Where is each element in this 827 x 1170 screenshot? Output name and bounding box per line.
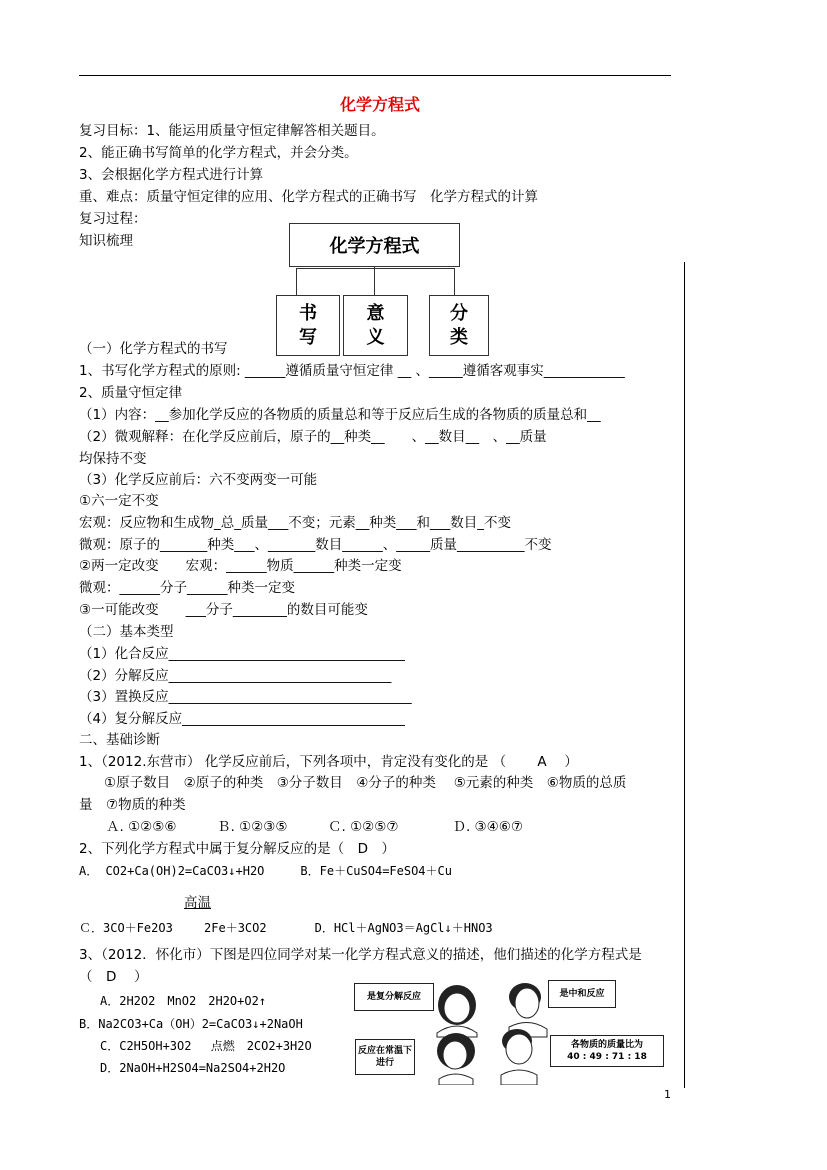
text-line: （2）微观解释：在化学反应前后，原子的__种类__ 、__数目__ 、__质量 <box>79 429 547 445</box>
text-line: ③一可能改变 ___分子________的数目可能变 <box>79 602 368 618</box>
section-heading: （二）基本类型 <box>79 624 174 640</box>
speech-bubble: 是中和反应 <box>548 980 616 1008</box>
text-line: 均保持不变 <box>79 451 147 467</box>
diagram-child-label: 意义 <box>366 302 385 348</box>
question-3-option-c: C．C2H5OH+3O2 点燃 2CO2+3H2O <box>100 1039 312 1053</box>
section-heading: 二、基础诊断 <box>79 732 160 748</box>
speech-bubble: 是复分解反应 <box>354 983 434 1011</box>
diagram-connector <box>374 268 375 295</box>
text-line: 1、书写化学方程式的原则: ______遵循质量守恒定律 __ 、_____遵循客观事实____________ <box>79 363 625 379</box>
diagram-root: 化学方程式 <box>289 223 460 267</box>
review-goal-1: 复习目标：1、能运用质量守恒定律解答相关题目。 <box>79 123 385 139</box>
diagram-child-label: 书写 <box>299 302 317 348</box>
text-line: ①六一定不变 <box>79 493 159 509</box>
question-3-option-a: A．2H2O2 MnO2 2H2O+O2↑ <box>100 994 267 1008</box>
text-line: 宏观：反应物和生成物_总_质量___不变；元素__种类___和___数目_不变 <box>79 515 511 531</box>
speech-bubble <box>550 1035 664 1067</box>
diagram-child-label: 分类 <box>450 302 468 348</box>
section-heading: （一）化学方程式的书写 <box>79 341 228 357</box>
question-2-options-ab: A． CO2+Ca(OH)2=CaCO3↓+H2O B．Fe＋CuSO4=FeSO4＋Cu <box>79 864 452 878</box>
top-rule <box>79 75 671 76</box>
students-illustration <box>349 975 672 1085</box>
diagram-connector <box>454 268 455 295</box>
question-1: 1、（2012.东营市） 化学反应前后，下列各项中，肯定没有变化的是 （ A ） <box>79 754 578 770</box>
diagram-connector <box>296 268 297 295</box>
reaction-condition: 高温 <box>184 895 211 911</box>
knowledge-summary: 知识梳理 <box>79 233 133 249</box>
question-1-items: 量 ⑦物质的种类 <box>79 797 186 813</box>
text-line: （1）化合反应___________________________________ <box>79 646 405 662</box>
diagram-child-meaning <box>343 295 408 356</box>
review-process: 复习过程： <box>79 211 147 227</box>
bubble-text: 各物质的质量比为 <box>570 1040 643 1050</box>
page-number: 1 <box>664 1088 671 1101</box>
diagram-child-writing <box>276 295 340 356</box>
text-line: 微观：原子的_______种类___、_______数目______、_____质量__________不变 <box>79 537 552 553</box>
question-3-option-d: D．2NaOH+H2SO4=Na2SO4+2H2O <box>100 1061 286 1075</box>
text-line: （2）分解反应_________________________________ <box>79 668 392 684</box>
question-3-answer: （ D ） <box>79 969 148 985</box>
page-title: 化学方程式 <box>339 95 420 114</box>
review-goal-3: 3、会根据化学方程式进行计算 <box>79 167 264 183</box>
question-1-options: Ａ. ①②⑤⑥ Ｂ. ①②③⑤ Ｃ. ①②⑤⑦ Ｄ. ③④⑥⑦ <box>106 819 523 835</box>
mass-ratio: 40 : 49 : 71 : 18 <box>567 1052 647 1062</box>
text-line: （3）置换反应____________________________________ <box>79 689 412 705</box>
review-goal-2: 2、能正确书写简单的化学方程式，并会分类。 <box>79 145 358 161</box>
text-line: 微观：______分子______种类一定变 <box>79 580 295 596</box>
margin-rule <box>684 262 685 1088</box>
text-line: ②两一定改变 宏观：______物质______种类一定变 <box>79 558 402 574</box>
question-2-options-cd: Ｃ．3CO＋Fe2O3 2Fe＋3CO2 D．HCl＋AgNO3＝AgCl↓＋HNO3 <box>79 921 493 935</box>
diagram-connector <box>296 268 454 269</box>
question-3: 3、（2012．怀化市）下图是四位同学对某一化学方程式意义的描述，他们描述的化学方程式是 <box>79 947 642 963</box>
diagram-child-classification <box>429 295 489 356</box>
question-2: 2、下列化学方程式中属于复分解反应的是（ D ） <box>79 841 395 857</box>
text-line: （3）化学反应前后：六不变两变一可能 <box>79 472 318 488</box>
text-line: 2、质量守恒定律 <box>79 385 183 401</box>
text-line: （4）复分解反应_________________________________ <box>79 711 405 727</box>
question-3-option-b: B．Na2CO3+Ca（OH）2=CaCO3↓+2NaOH <box>79 1017 303 1031</box>
text-line: （1）内容：__参加化学反应的各物质的质量总和等于反应后生成的各物质的质量总和__ <box>79 407 601 423</box>
question-1-items: ①原子数目 ②原子的种类 ③分子数目 ④分子的种类 ⑤元素的种类 ⑥物质的总质 <box>104 775 627 791</box>
key-points: 重、难点：质量守恒定律的应用、化学方程式的正确书写 化学方程式的计算 <box>79 189 538 205</box>
speech-bubble: 反应在常温下进行 <box>355 1039 415 1075</box>
